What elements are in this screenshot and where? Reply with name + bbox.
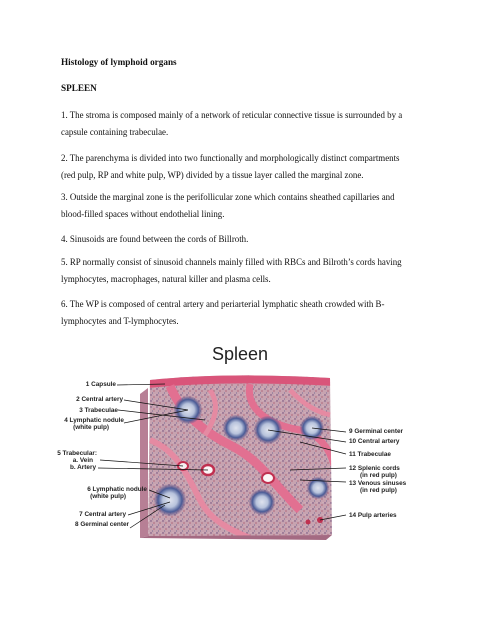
- pulp-artery: [306, 520, 311, 525]
- figure-title: Spleen: [212, 344, 269, 364]
- label-lymphatic-nodule-2: 6 Lymphatic nodule: [87, 486, 147, 493]
- label-splenic-cords: 12 Splenic cords: [349, 465, 400, 472]
- paragraph-line: 6. The WP is composed of central artery and periarterial lymphatic sheath crowded with B-: [61, 299, 385, 309]
- lymphatic-nodule: [154, 484, 186, 516]
- label-trabeculae-right: 11 Trabeculae: [349, 451, 391, 458]
- label-central-artery-2: 7 Central artery: [79, 511, 126, 518]
- label-trabecular: 5 Trabecular:: [57, 450, 97, 457]
- lymphatic-nodule: [249, 489, 275, 515]
- label-venous-sinuses-sub: (in red pulp): [360, 487, 397, 494]
- label-germinal-center: 8 Germinal center: [75, 521, 129, 528]
- label-lymphatic-nodule-sub: (white pulp): [73, 424, 109, 431]
- label-lymphatic-nodule-2-sub: (white pulp): [90, 493, 126, 500]
- label-lymphatic-nodule: 4 Lymphatic nodule: [64, 417, 124, 424]
- document-title: Histology of lymphoid organs: [61, 57, 177, 67]
- paragraph-line: 1. The stroma is composed mainly of a network of reticular connective tissue is surrounded by a: [61, 110, 403, 120]
- paragraph-line: 3. Outside the marginal zone is the perifollicular zone which contains sheathed capillaries and: [61, 192, 395, 202]
- spleen-figure: [0, 370, 495, 540]
- paragraph-line: 4. Sinusoids are found between the cords of Billroth.: [61, 234, 249, 244]
- paragraph-line: 2. The parenchyma is divided into two functionally and morphologically distinct compartments: [61, 153, 400, 163]
- paragraph-2: [61, 150, 436, 183]
- section-heading: SPLEEN: [61, 83, 97, 93]
- paragraph-line: blood-filled spaces without endothelial lining.: [61, 208, 225, 219]
- label-pulp-arteries: 14 Pulp arteries: [349, 512, 397, 519]
- lymphatic-nodule: [223, 415, 249, 441]
- paragraph-line: lymphocytes, macrophages, natural killer and plasma cells.: [61, 273, 271, 284]
- label-venous-sinuses: 13 Venous sinuses: [349, 480, 407, 487]
- paragraph-5: [61, 254, 436, 287]
- paragraph-3: [61, 189, 436, 222]
- paragraph-line: 5. RP normally consist of sinusoid channels mainly filled with RBCs and Bilroth’s cords having: [61, 257, 402, 267]
- trabecular-vessel: [262, 473, 274, 483]
- paragraph-1: [61, 107, 436, 140]
- paragraph-line: capsule containing trabeculae.: [61, 126, 169, 137]
- tissue-block: [140, 370, 340, 540]
- label-splenic-cords-sub: (in red pulp): [360, 472, 397, 479]
- label-germinal-center-right: 9 Germinal center: [349, 428, 403, 435]
- label-trabecular-vein: a. Vein: [72, 457, 93, 464]
- label-capsule: 1 Capsule: [85, 381, 116, 388]
- label-central-artery: 2 Central artery: [76, 396, 123, 403]
- paragraph-line: lymphocytes and T-lymphocytes.: [61, 315, 179, 326]
- label-trabeculae: 3 Trabeculae: [79, 407, 118, 414]
- paragraph-6: [61, 296, 436, 329]
- paragraph-line: (red pulp, RP and white pulp, WP) divided by a tissue layer called the marginal zone.: [61, 169, 364, 180]
- paragraph-4: [61, 231, 436, 248]
- label-trabecular-artery: b. Artery: [69, 464, 96, 471]
- label-central-artery-right: 10 Central artery: [349, 438, 400, 445]
